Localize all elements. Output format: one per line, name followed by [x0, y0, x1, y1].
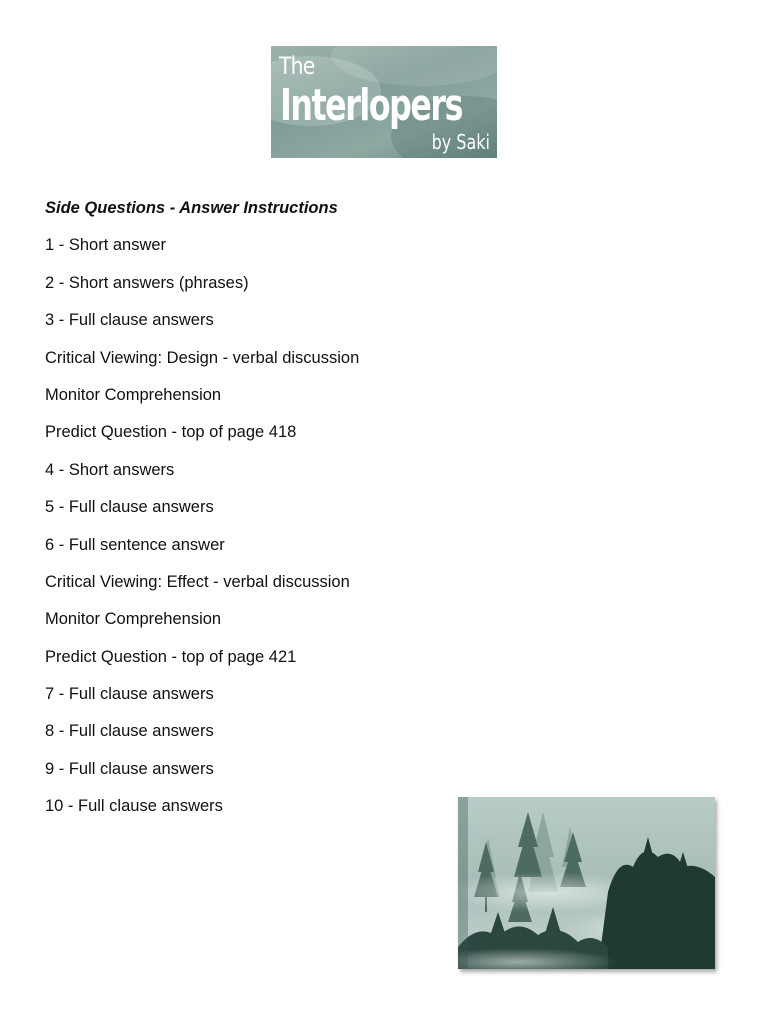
- instruction-line: 2 - Short answers (phrases): [45, 273, 249, 292]
- banner-title-text: Interlopers: [280, 80, 463, 131]
- instruction-line: 8 - Full clause answers: [45, 722, 214, 741]
- instruction-line: Predict Question - top of page 421: [45, 647, 297, 666]
- instruction-line: 3 - Full clause answers: [45, 311, 214, 330]
- instruction-line: Critical Viewing: Effect - verbal discussion: [45, 572, 350, 591]
- instruction-line: 9 - Full clause answers: [45, 759, 214, 778]
- instruction-line: 1 - Short answer: [45, 236, 167, 255]
- document-body: [45, 197, 465, 833]
- banner-the-text: The: [279, 52, 315, 80]
- title-banner-image: [271, 46, 497, 158]
- instruction-line: Monitor Comprehension: [45, 610, 222, 629]
- instruction-line: 7 - Full clause answers: [45, 685, 214, 704]
- instruction-line: Predict Question - top of page 418: [45, 423, 297, 442]
- banner-byline-text: by Saki: [431, 130, 490, 154]
- forest-illustration: [458, 797, 715, 969]
- instruction-line: 5 - Full clause answers: [45, 498, 214, 517]
- instruction-line: Monitor Comprehension: [45, 385, 222, 404]
- instruction-line: 6 - Full sentence answer: [45, 535, 225, 554]
- instruction-line: Critical Viewing: Design - verbal discussion: [45, 348, 360, 367]
- section-heading: Side Questions - Answer Instructions: [45, 199, 338, 217]
- instruction-line: 4 - Short answers: [45, 460, 175, 479]
- misty-forest-photo: [458, 797, 715, 969]
- instruction-line: 10 - Full clause answers: [45, 797, 223, 816]
